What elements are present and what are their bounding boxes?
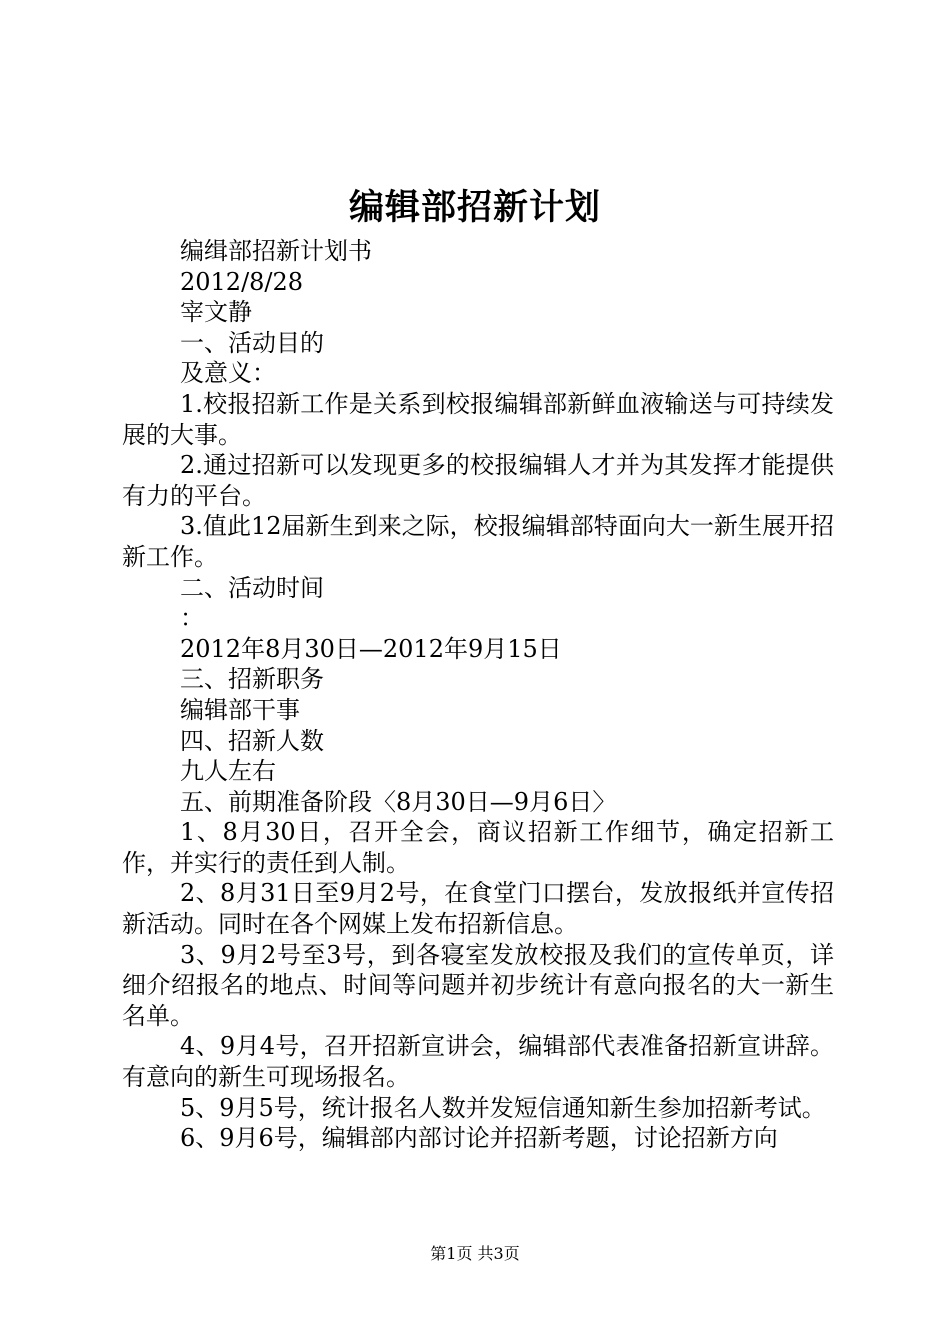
section-heading-preparation: 五、前期准备阶段〈8月30日—9月6日〉 xyxy=(180,787,617,816)
section-heading-purpose-cont: 及意义： xyxy=(180,359,276,388)
document-title: 编辑部招新计划 xyxy=(348,187,601,228)
paragraph-prep-4: 4、9月4号，召开招新宣讲会，编辑部代表准备招新宣讲辞。有意向的新生可现场报名。 xyxy=(122,1032,834,1092)
section-heading-headcount: 四、招新人数 xyxy=(180,726,324,755)
document-body xyxy=(122,236,834,1154)
section-heading-purpose: 一、活动目的 xyxy=(180,328,324,357)
paragraph-author: 宰文静 xyxy=(180,298,252,327)
paragraph-headcount: 九人左右 xyxy=(180,757,276,786)
paragraph-subtitle: 编缉部招新计划书 xyxy=(180,237,372,265)
paragraph-purpose-3: 3.值此12届新生到来之际，校报编辑部特面向大一新生展开招新工作。 xyxy=(122,512,834,571)
paragraph-prep-5: 5、9月5号，统计报名人数并发短信通知新生参加招新考试。 xyxy=(180,1093,826,1122)
paragraph-prep-3: 3、9月2号至3号，到各寝室发放校报及我们的宣传单页，详细介绍报名的地点、时间等问题并初步统计有意向报名的大一新生名单。 xyxy=(122,940,834,1030)
section-heading-time-cont: ： xyxy=(180,604,204,633)
paragraph-time-range: 2012年8月30日—2012年9月15日 xyxy=(180,634,562,663)
paragraph-date: 2012/8/28 xyxy=(180,267,304,296)
section-heading-position: 三、招新职务 xyxy=(180,665,324,694)
paragraph-position: 编辑部干事 xyxy=(180,695,300,724)
paragraph-prep-1: 1、8月30日，召开全会，商议招新工作细节，确定招新工作，并实行的责任到人制。 xyxy=(122,818,834,877)
paragraph-purpose-1: 1.校报招新工作是关系到校报编辑部新鲜血液输送与可持续发展的大事。 xyxy=(122,389,834,449)
paragraph-purpose-2: 2.通过招新可以发现更多的校报编辑人才并为其发挥才能提供有力的平台。 xyxy=(122,451,834,510)
paragraph-prep-2: 2、8月31日至9月2号，在食堂门口摆台，发放报纸并宣传招新活动。同时在各个网媒上发布招新信息。 xyxy=(122,879,834,939)
page-footer: 第1页 共3页 xyxy=(430,1244,520,1263)
paragraph-prep-6: 6、9月6号，编辑部内部讨论并招新考题，讨论招新方向 xyxy=(180,1124,778,1153)
section-heading-time: 二、活动时间 xyxy=(180,573,324,602)
